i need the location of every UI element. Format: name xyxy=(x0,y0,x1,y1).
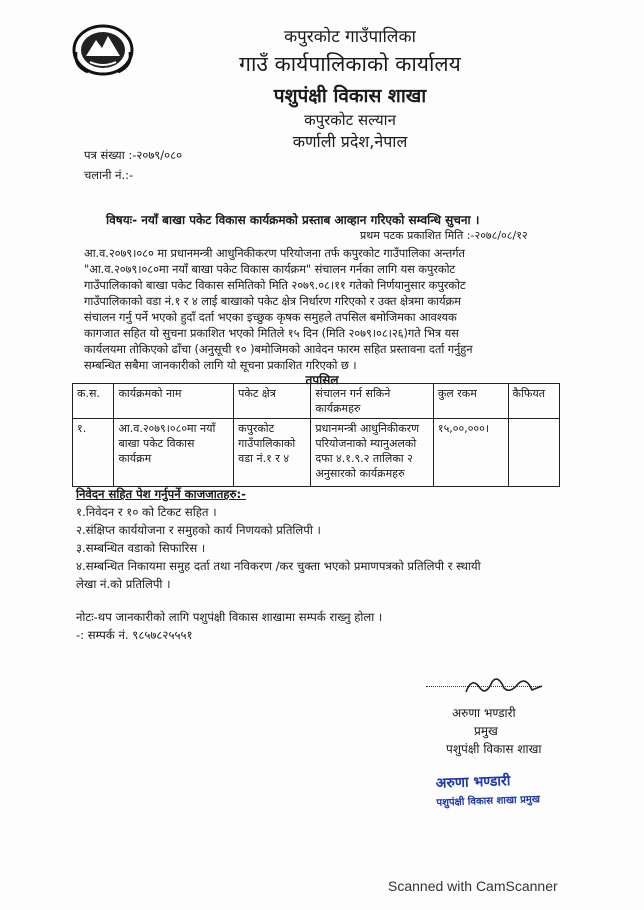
col-programs: संचालन गर्न सकिने कार्यक्रमहरु xyxy=(311,384,433,419)
col-amount: कुल रकम xyxy=(433,384,508,419)
office-name: गाउँ कार्यपालिकाको कार्यालय xyxy=(239,52,461,76)
branch-name: पशुपंक्षी विकास शाखा xyxy=(273,85,427,107)
published-date: प्रथम पटक प्रकाशित मिति :-२०७८/०८/१२ xyxy=(360,229,528,242)
province-line: कर्णाली प्रदेश,नेपाल xyxy=(292,132,408,151)
col-remarks: कैफियत xyxy=(508,384,559,419)
table-row xyxy=(73,419,560,487)
stamp-dept: पशुपंक्षी विकास शाखा प्रमुख xyxy=(436,794,541,809)
cell-program-name: आ.व.२०७९।०८०मा नयाँ बाखा पकेट विकास कार्यक्रम xyxy=(114,419,234,487)
signatory-name: अरुणा भण्डारी xyxy=(452,706,516,720)
stamp-name: अरुणा भण्डारी xyxy=(435,773,511,792)
body-line: गाउँपालिकाको बाखा पकेट विकास समितिको मिति २०७९.०८।११ गतेको निर्णयानुसार कपुरकोट xyxy=(84,278,466,292)
body-line: आ.व.२०७९।०८० मा प्रधानमन्त्री आधुनिकीकरण परियोजना तर्फ कपुरकोट गाउँपालिका अन्तर्गत xyxy=(84,246,465,260)
col-sn: क.स. xyxy=(73,384,114,419)
location-line: कपुरकोट सल्यान xyxy=(304,111,396,129)
cell-programs: प्रधानमन्त्री आधुनिकीकरण परियोजनाको म्यानुअलको दफा ४.१.९.२ तालिका २ अनुसारको कार्यक्रमहरु xyxy=(311,419,433,487)
scanner-watermark: Scanned with CamScanner xyxy=(388,878,558,894)
municipality-name: कपुरकोट गाउँपालिका xyxy=(284,27,416,47)
signatory-title: प्रमुख xyxy=(474,724,498,738)
table-header-row xyxy=(73,384,560,419)
details-table xyxy=(72,383,560,487)
body-line: संचालन गर्नु पर्ने भएको हुदाँ दर्ता भएका इच्छुक कृषक समुहले तपसिल बमोजिमका आवश्यक xyxy=(84,310,457,324)
body-line: सम्बन्धित सबैमा जानकारीको लागि यो सूचना प्रकाशित गरिएको छ । xyxy=(84,358,357,372)
note-text: नोटः-थप जानकारीको लागि पशुपंक्षी विकास शाखामा सम्पर्क राख्नु होला । xyxy=(76,610,383,624)
body-line: कार्यलयमा तोकिएको ढाँचा (अनुसूची १० )बमोजिमको आवेदन फारम सहित प्रस्तावना दर्ता गर्नुहुन xyxy=(84,342,473,356)
cell-remarks xyxy=(508,419,559,487)
requirement-item: लेखा नं.को प्रतिलिपी । xyxy=(76,577,171,591)
requirement-item: १.निवेदन र १० को टिकट सहित । xyxy=(76,505,217,519)
dispatch-number: चलानी नं.:- xyxy=(84,168,134,182)
contact-number: -: सम्पर्क नं. ९८५७८२५५५१ xyxy=(76,628,193,642)
official-stamp xyxy=(435,770,540,809)
table-caption: तपसिल xyxy=(305,373,339,387)
col-program-name: कार्यक्रमको नाम xyxy=(114,384,234,419)
requirement-item: ३.सम्बन्धित वडाको सिफारिस । xyxy=(76,541,206,555)
requirement-item: ४.सम्बन्धित निकायमा समुह दर्ता तथा नविकरण /कर चुक्ता भएको प्रमाणपत्रको प्रतिलिपी र स्थायी xyxy=(76,559,481,573)
signatory-dept: पशुपंक्षी विकास शाखा xyxy=(446,742,542,756)
requirements-title: निवेदन सहित पेश गर्नुपर्ने काजजातहरु:- xyxy=(76,487,246,501)
nepal-emblem-icon xyxy=(72,22,134,76)
cell-sn: १. xyxy=(73,419,114,487)
cell-amount: १५,००,०००। xyxy=(433,419,508,487)
body-line: गाउँपालिकाको वडा नं.१ र ४ लाई बाखाको पकेट क्षेत्र निर्धारण गरिएको र उक्त क्षेत्रमा कार्यक्रम xyxy=(84,294,461,308)
letter-number: पत्र संख्या :-२०७९/०८० xyxy=(84,148,183,162)
cell-pocket-area: कपुरकोट गाउँपालिकाको वडा नं.१ र ४ xyxy=(234,419,311,487)
subject-line: विषयः- नयाँ बाखा पकेट विकास कार्यक्रमको प्रस्ताब आव्हान गरिएको सम्वन्धि सुचना । xyxy=(106,213,480,227)
body-line: कागजात सहित यो सुचना प्रकाशित भएको मितिले १५ दिन (मिति २०७९।०८।२६)गते भित्र यस xyxy=(84,326,459,340)
signature-scrawl xyxy=(462,674,546,700)
requirement-item: २.संक्षिप्त कार्ययोजना र समुहको कार्य निणयको प्रतिलिपी । xyxy=(76,523,321,537)
body-line: "आ.व.२०७९।०८०मा नयाँ बाखा पकेट विकास कार्यक्रम" संचालन गर्नका लागि यस कपुरकोट xyxy=(84,262,456,276)
col-pocket-area: पकेट क्षेत्र xyxy=(234,384,311,419)
